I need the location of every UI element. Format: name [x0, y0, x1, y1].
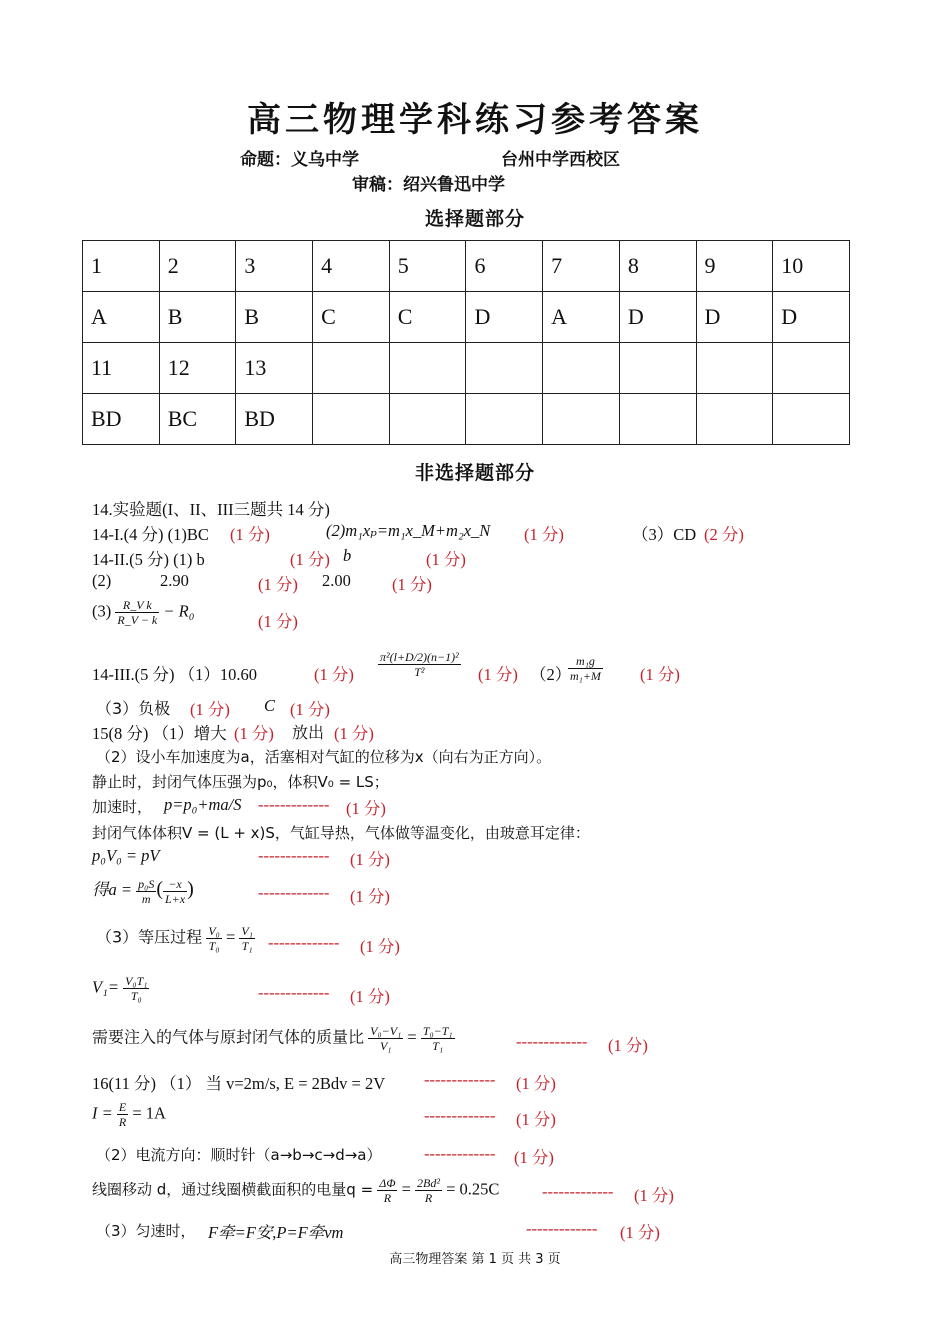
q14-1-points-2: (1 分) [524, 525, 564, 544]
table-cell [773, 394, 850, 445]
q15-dash-6: ------------- [516, 1032, 588, 1051]
table-cell: BD [236, 394, 313, 445]
denominator: T₁ [432, 1039, 444, 1053]
q16-part3-label: （3）匀速时， [96, 1222, 196, 1240]
q16-points-2: (1 分) [516, 1110, 556, 1129]
q15-dash-5: ------------- [258, 983, 330, 1002]
q14-2-points-5: (1 分) [258, 612, 298, 631]
table-cell: C [389, 292, 466, 343]
q14-2-part3 [92, 598, 194, 627]
denominator: R [424, 1191, 433, 1205]
fraction [377, 1176, 397, 1205]
table-cell [389, 394, 466, 445]
table-cell [543, 343, 620, 394]
q14-3-formula [378, 650, 461, 679]
q16-points-3: (1 分) [514, 1148, 554, 1167]
paren: ) [187, 878, 194, 900]
table-cell: 6 [466, 241, 543, 292]
table-row [83, 241, 850, 292]
denominator: T₀ [130, 989, 142, 1003]
table-cell [466, 343, 543, 394]
page-title: 高三物理学科练习参考答案 [247, 100, 703, 140]
fraction [378, 650, 461, 679]
q15-static: 静止时，封闭气体压强为p₀，体积V₀ = LS； [92, 773, 389, 791]
q16-points: (1 分) [516, 1074, 556, 1093]
table-row [83, 292, 850, 343]
q14-3-answer-c: C [264, 696, 276, 715]
author-label: 命题：义乌中学 [240, 150, 359, 170]
fraction-2 [421, 1024, 455, 1053]
fraction [568, 654, 603, 683]
table-cell: A [83, 292, 160, 343]
table-cell: 13 [236, 343, 313, 394]
q15-answer-2: 放出 [292, 723, 325, 742]
q14-3-formula-2 [568, 654, 603, 683]
q15-points-8: (1 分) [608, 1036, 648, 1055]
q16-points-5: (1 分) [620, 1223, 660, 1242]
denominator: m₁+M [570, 669, 601, 683]
numerator: p₀S [138, 876, 155, 891]
label: V₁= [92, 977, 119, 997]
q14-2-value-1: 2.90 [160, 571, 189, 590]
result: = 0.25C [446, 1179, 500, 1199]
table-cell [543, 394, 620, 445]
table-cell: 12 [159, 343, 236, 394]
numerator: V₁ [241, 924, 253, 938]
q16-current [92, 1100, 166, 1129]
table-cell [313, 394, 390, 445]
fraction [136, 877, 156, 906]
denominator: V₁ [379, 1039, 392, 1053]
fraction-2 [163, 877, 187, 906]
numerator: R_V k [115, 598, 159, 613]
denominator: R [383, 1191, 392, 1205]
label: I = [92, 1103, 113, 1123]
review-label: 审稿：绍兴鲁迅中学 [352, 175, 505, 195]
table-cell: C [313, 292, 390, 343]
label: 需要注入的气体与原封闭气体的质量比 [92, 1027, 365, 1047]
table-row [83, 343, 850, 394]
q14-2-answer: 14-II.(5 分) (1) b [92, 550, 205, 569]
q14-2-answer-b: b [343, 546, 352, 565]
denominator: R_V − k [117, 613, 158, 627]
q15-boyle: p₀V₀ = pV [92, 846, 160, 865]
q15-points-5: (1 分) [350, 887, 390, 906]
result: = 1A [132, 1103, 166, 1123]
q15-answer: 15(8 分) （1）增大 [92, 724, 227, 743]
q14-1-formula: (2)m₁xₚ=m₁x_M+m₂x_N [326, 521, 491, 540]
q14-3-points-3: (1 分) [640, 665, 680, 684]
numerator: 2Bd² [417, 1176, 440, 1190]
numerator: −x [163, 877, 187, 892]
fraction [115, 598, 159, 627]
table-cell: 11 [83, 343, 160, 394]
table-cell [773, 343, 850, 394]
numerator: E [118, 1100, 127, 1114]
table-cell: B [236, 292, 313, 343]
table-cell [696, 343, 773, 394]
table-cell: 2 [159, 241, 236, 292]
numerator: V₀T₁ [125, 974, 148, 988]
q16-dash-3: ------------- [424, 1144, 496, 1163]
q14-2-points-2: (1 分) [426, 550, 466, 569]
table-cell: D [696, 292, 773, 343]
denominator: m [141, 891, 151, 906]
part-label: (3) [92, 601, 112, 621]
q14-1-points: (1 分) [230, 525, 270, 544]
q15-dash-2: ------------- [258, 846, 330, 865]
table-cell: BD [83, 394, 160, 445]
q15-points-4: (1 分) [350, 850, 390, 869]
table-cell: 7 [543, 241, 620, 292]
table-cell: 3 [236, 241, 313, 292]
q15-accel-formula: p=p₀+ma/S [164, 795, 242, 814]
table-cell [313, 343, 390, 394]
q14-2-points: (1 分) [290, 550, 330, 569]
numerator: π²(l+D/2)(n−1)² [380, 650, 459, 664]
answer-table [82, 240, 850, 445]
q15-dash-4: ------------- [268, 933, 340, 952]
denominator: T₀ [208, 939, 220, 953]
q16-part2: （2）电流方向：顺时针（a→b→c→d→a） [96, 1146, 382, 1164]
q14-3-part2-label: （2） [530, 665, 572, 684]
equals: = [401, 1179, 411, 1199]
equals: = [407, 1027, 417, 1047]
label: （3）等压过程 [96, 927, 203, 947]
table-cell: 10 [773, 241, 850, 292]
table-cell [619, 394, 696, 445]
fraction [206, 924, 222, 953]
q14-2-points-4: (1 分) [392, 575, 432, 594]
table-cell: D [466, 292, 543, 343]
denominator: R [118, 1115, 127, 1129]
q15-v1 [92, 974, 149, 1003]
table-cell: A [543, 292, 620, 343]
table-cell: BC [159, 394, 236, 445]
section-multiple-choice: 选择题部分 [424, 208, 525, 230]
q16-charge [92, 1176, 499, 1205]
q16-part1: 16(11 分) （1） 当 v=2m/s, E = 2Bdv = 2V [92, 1074, 386, 1093]
table-cell: 9 [696, 241, 773, 292]
q14-3-points-5: (1 分) [290, 700, 330, 719]
q15-result [92, 876, 194, 906]
fraction [368, 1024, 403, 1053]
q14-2-points-3: (1 分) [258, 575, 298, 594]
q16-dash: ------------- [424, 1070, 496, 1089]
q15-volume-text: 封闭气体体积V = (L + x)S，气缸导热，气体做等温变化，由玻意耳定律： [92, 824, 590, 842]
table-cell: D [773, 292, 850, 343]
label: 得a = [92, 880, 133, 899]
q14-3-points-2: (1 分) [478, 665, 518, 684]
numerator: V₀−V₁ [370, 1024, 402, 1038]
q15-mass-ratio [92, 1024, 455, 1053]
q15-part3 [96, 924, 255, 953]
q15-points-3: (1 分) [346, 799, 386, 818]
q15-points-7: (1 分) [350, 987, 390, 1006]
q15-dash: ------------- [258, 795, 330, 814]
table-cell [389, 343, 466, 394]
table-cell: 1 [83, 241, 160, 292]
q14-3-part3: （3）负极 [96, 699, 171, 718]
denominator: T² [414, 665, 425, 679]
numerator: ΔΦ [379, 1176, 396, 1190]
q15-points-6: (1 分) [360, 937, 400, 956]
table-cell: 8 [619, 241, 696, 292]
fraction-2 [415, 1176, 442, 1205]
equals: = [225, 927, 236, 947]
table-cell: 4 [313, 241, 390, 292]
q14-3-points-4: (1 分) [190, 700, 230, 719]
table-cell [696, 394, 773, 445]
denominator: T₁ [241, 939, 253, 953]
q14-3-points: (1 分) [314, 665, 354, 684]
q16-dash-4: ------------- [542, 1182, 614, 1201]
table-cell [619, 343, 696, 394]
q15-points: (1 分) [234, 724, 274, 743]
q14-3-answer: 14-III.(5 分) （1）10.60 [92, 665, 257, 684]
page-footer: 高三物理答案 第 1 页 共 3 页 [389, 1252, 561, 1267]
q16-dash-5: ------------- [526, 1219, 598, 1238]
q14-2-value-2: 2.00 [322, 571, 351, 590]
q14-1-answer: 14-I.(4 分) (1)BC [92, 525, 209, 544]
fraction-2 [239, 924, 255, 953]
expression-tail: − R₀ [163, 601, 195, 621]
table-row [83, 394, 850, 445]
numerator: m₁g [568, 654, 603, 669]
q14-1-points-3: (2 分) [704, 525, 744, 544]
q16-part3-formula: F牵=F安,P=F牵vm [208, 1223, 344, 1242]
table-cell: B [159, 292, 236, 343]
numerator: V₀ [208, 924, 220, 938]
denominator: L+x [164, 891, 186, 906]
q15-points-2: (1 分) [334, 724, 374, 743]
q15-part2-setup: （2）设小车加速度为a，活塞相对气缸的位移为x（向右为正方向）。 [96, 748, 552, 766]
q15-accel-label: 加速时， [92, 798, 153, 816]
table-cell: D [619, 292, 696, 343]
q16-dash-2: ------------- [424, 1106, 496, 1125]
table-cell [466, 394, 543, 445]
q15-dash-3: ------------- [258, 883, 330, 902]
q16-points-4: (1 分) [634, 1186, 674, 1205]
q14-2-part2-label: (2) [92, 571, 112, 590]
table-cell: 5 [389, 241, 466, 292]
paren: ( [156, 878, 163, 900]
fraction [117, 1100, 128, 1129]
q14-heading: 14.实验题(I、II、III三题共 14 分) [92, 500, 330, 519]
q14-1-answer-3: （3）CD [632, 525, 697, 544]
section-non-multiple-choice: 非选择题部分 [414, 462, 535, 484]
numerator: T₀−T₁ [422, 1024, 453, 1038]
fraction [123, 974, 149, 1003]
author-school-2: 台州中学西校区 [501, 150, 620, 170]
label: 线圈移动 d，通过线圈横截面积的电量q = [92, 1180, 374, 1199]
